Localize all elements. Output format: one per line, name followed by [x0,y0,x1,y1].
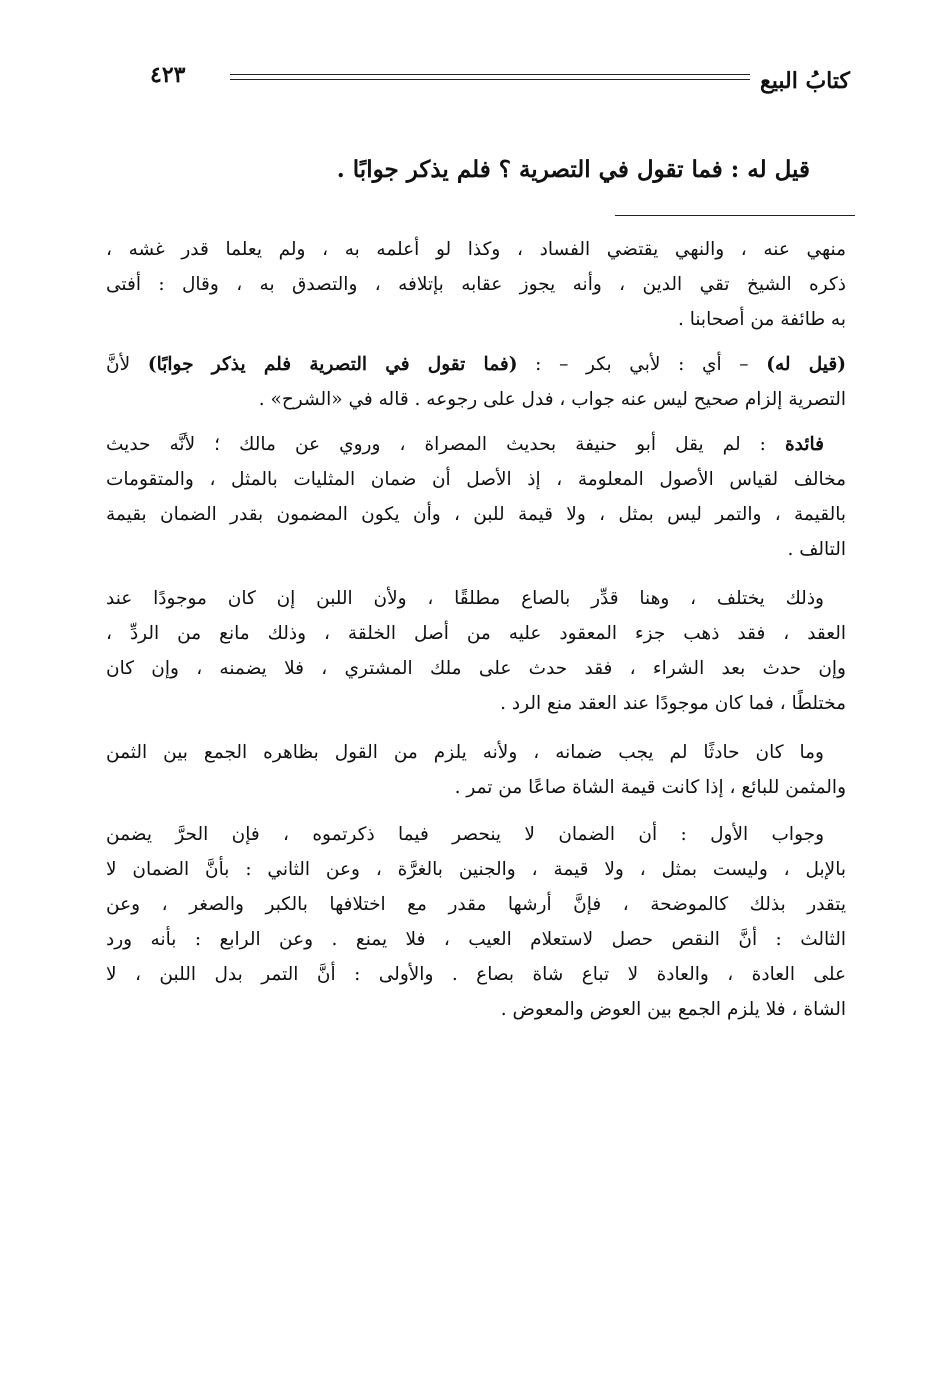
faida-label: فائدة [784,434,824,455]
running-header [150,62,850,102]
text-line: ذكره الشيخ تقي الدين ، وأنه يجوز عقابه بإتلافه ، والتصدق به ، وقال : أفتى [106,274,846,295]
text-line: والمثمن للبائع ، إذا كانت قيمة الشاة صاعًا من تمر . [454,777,846,798]
header-rule [230,74,750,75]
paragraph [106,427,846,567]
text-line: يتقدر بذلك كالموضحة ، فإنَّ أرشها مقدر مع اختلافها بالكبر والصغر ، وعن [106,894,846,915]
commentary [106,232,846,1037]
paragraph [106,232,846,337]
text-line: بالقيمة ، والتمر ليس بمثل ، ولا قيمة للبن ، وأن يكون المضمون بقدر الضمان بقيمة [106,504,846,525]
inline-text: لأنَّ [106,354,148,375]
inline-text: وذلك يختلف ، وهنا قدِّر بالصاع مطلقًا ، ولأن اللبن إن كان موجودًا عند [106,588,824,609]
text-line: الشاة ، فلا يلزم الجمع بين العوض والمعوض . [500,999,846,1020]
page-number: ٤٢٣ [150,62,186,88]
inline-text: وما كان حادثًا لم يجب ضمانه ، ولأنه يلزم من القول بظاهره الجمع بين الثمن [106,742,824,763]
inline-text: – أي : لأبي بكر – : [517,354,767,375]
inline-text: : لم يقل أبو حنيفة بحديث المصراة ، وروي عن مالك ؛ لأنَّه حديث [106,434,785,455]
text-line: منهي عنه ، والنهي يقتضي الفساد ، وكذا لو أعلمه به ، ولم يعلما قدر غشه ، [106,239,846,260]
text-line: التالف . [787,539,846,560]
text-line [106,427,846,462]
quoted-matn-lead: (قيل له) [766,354,846,375]
text-line: على العادة ، والعادة لا تباع شاة بصاع . والأولى : أنَّ التمر بدل اللبن ، لا [106,964,846,985]
matn-text: قيل له : فما تقول في التصرية ؟ فلم يذكر جوابًا . [336,156,810,183]
text-line: مختلطًا ، فما كان موجودًا عند العقد منع الرد . [500,693,846,714]
quoted-matn: (فما تقول في التصرية فلم يذكر جوابًا) [147,354,518,375]
text-line [106,735,846,770]
text-line: الثالث : أنَّ النقص حصل لاستعلام العيب ، فلا يمنع . وعن الرابع : بأنه ورد [106,929,846,950]
text-line: التصرية إلزام صحيح ليس عنه جواب ، فدل على رجوعه . قاله في «الشرح» . [258,389,846,410]
text-line: به طائفة من أصحابنا . [677,309,846,330]
paragraph [106,581,846,721]
text-line [106,817,846,852]
text-line: وإن حدث بعد الشراء ، فقد حدث على ملك المشتري ، فلا يضمنه ، وإن كان [106,658,846,679]
text-line [106,347,846,382]
book-title: كتابُ البيع [760,68,850,94]
paragraph [106,735,846,805]
matn-separator-rule [615,215,855,216]
text-line: العقد ، فقد ذهب جزء المعقود عليه من أصل الخلقة ، وذلك مانع من الردِّ ، [106,623,846,644]
text-line: بالإبل ، وليست بمثل ، ولا قيمة ، والجنين بالغرَّة ، وعن الثاني : بأنَّ الضمان لا [106,859,846,880]
header-rule-secondary [230,79,750,80]
text-line: مخالف لقياس الأصول المعلومة ، إذ الأصل أن ضمان المثليات بالمثل ، والمتقومات [106,469,846,490]
text-line [106,581,846,616]
inline-text: وجواب الأول : أن الضمان لا ينحصر فيما ذكرتموه ، فإن الحرَّ يضمن [106,824,824,845]
paragraph [106,817,846,1027]
paragraph [106,347,846,417]
